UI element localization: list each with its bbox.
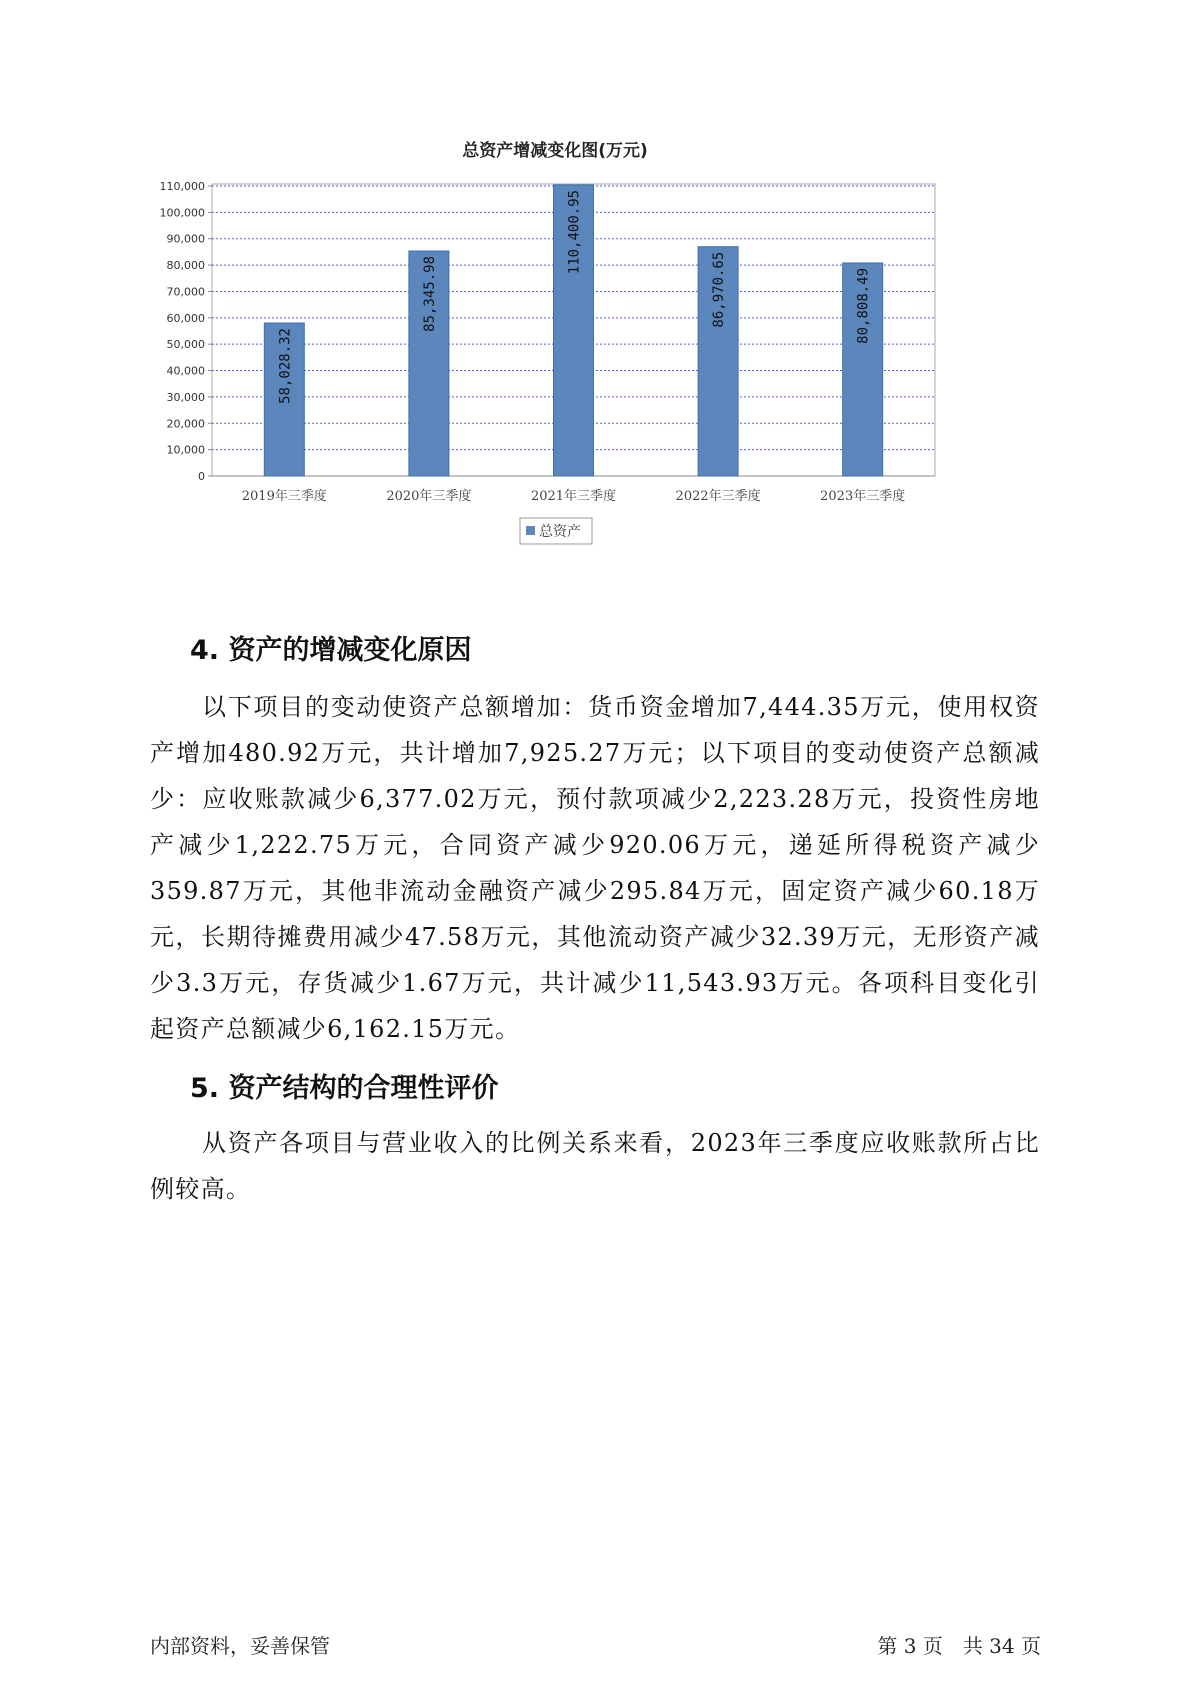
y-tick-label: 90,000 xyxy=(166,232,205,246)
bar-value-label: 58,028.32 xyxy=(277,328,294,404)
x-category-label: 2021年三季度 xyxy=(530,489,617,504)
y-tick-label: 100,000 xyxy=(159,206,205,220)
y-tick-label: 10,000 xyxy=(166,443,205,457)
legend-swatch xyxy=(526,526,535,535)
x-category-label: 2019年三季度 xyxy=(241,489,327,504)
bar-value-label: 85,345.98 xyxy=(421,255,438,332)
section-5-heading: 5. 资产结构的合理性评价 xyxy=(190,1073,499,1104)
y-tick-label: 80,000 xyxy=(166,259,205,273)
bar-value-label: 80,808.49 xyxy=(855,267,872,344)
y-tick-label: 30,000 xyxy=(166,390,205,404)
y-tick-label: 60,000 xyxy=(166,311,205,325)
y-tick-label: 70,000 xyxy=(166,285,205,299)
section-4-heading: 4. 资产的增减变化原因 xyxy=(190,635,472,666)
y-tick-label: 50,000 xyxy=(166,338,205,352)
legend-label: 总资产 xyxy=(539,524,581,540)
footer-confidential-note: 内部资料，妥善保管 xyxy=(150,1634,330,1658)
y-tick-label: 0 xyxy=(198,470,205,483)
x-category-label: 2022年三季度 xyxy=(675,489,761,504)
total-assets-chart xyxy=(150,136,1030,596)
chart-legend xyxy=(520,518,592,544)
y-tick-label: 20,000 xyxy=(166,417,205,431)
footer-page-number: 第 3 页 共 34 页 xyxy=(877,1634,1041,1658)
section-4-paragraph: 以下项目的变动使资产总额增加：货币资金增加7,444.35万元，使用权资产增加480.92万元，共计增加7,925.27万元；以下项目的变动使资产总额减少：应收账款减少6,377.02万元，预付款项减少2,223.28万元，投资性房地产减少1,222.75万元，合同资产减少920.06万元，递延所得税资产减少359.87万元，其他非流动金融资产减少295.84万元，固定资产减少60.18万元，长期待摊费用减少47.58万元，其他流动资产减少32.39万元，无形资产减少3.3万元，存货减少1.67万元，共计减少11,543.93万元。各项科目变化引起资产总额减少6,162.15万元。 xyxy=(150,693,1040,1043)
y-tick-label: 110,000 xyxy=(159,180,205,193)
chart-title: 总资产增减变化图(万元) xyxy=(462,141,648,161)
section-5-paragraph: 从资产各项目与营业收入的比例关系来看，2023年三季度应收账款所占比例较高。 xyxy=(150,1129,1040,1203)
y-tick-label: 40,000 xyxy=(166,364,205,378)
x-category-label: 2023年三季度 xyxy=(820,489,906,504)
x-category-label: 2020年三季度 xyxy=(386,489,472,504)
bar-value-label: 86,970.65 xyxy=(711,251,728,328)
chart-canvas xyxy=(150,136,1030,596)
bar-value-label: 110,400.95 xyxy=(566,189,583,275)
